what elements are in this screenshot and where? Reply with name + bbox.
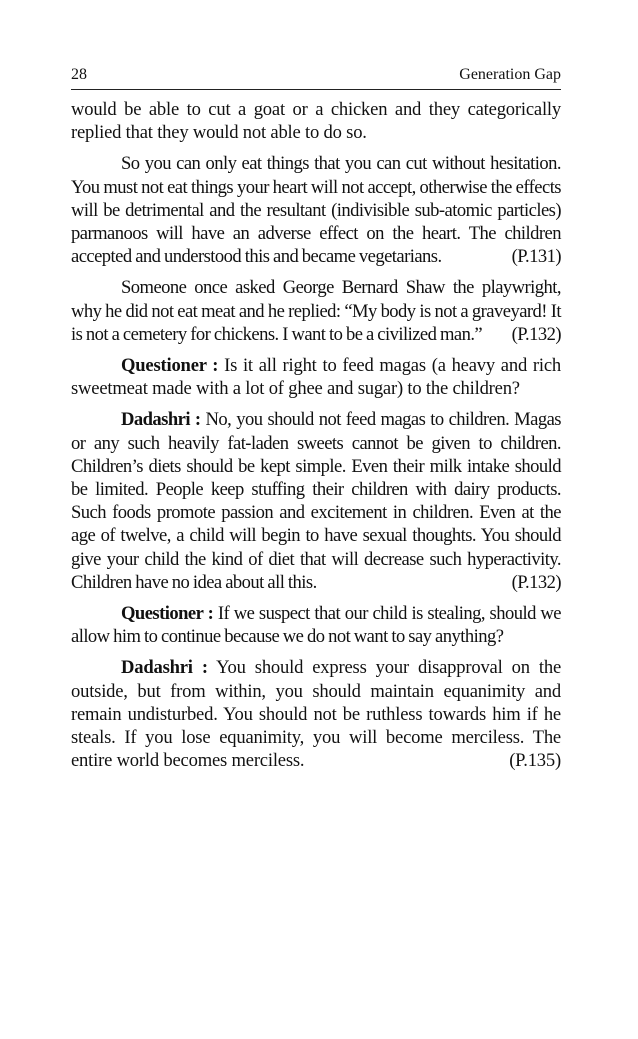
paragraph-dadashri-diet xyxy=(71,408,561,594)
paragraph-text: No, you should not feed magas to children. Magas or any such heavily fat-laden sweets cannot be given to children. Children’s diets should be kept simple. Even their milk intake should be limited. People keep stuffing their children with dairy products. Such foods promote passion and excitement in children. Even at the age of twelve, a child will begin to have sexual thoughts. You should give your child the kind of diet that will decrease such hyperactivity. Children have no idea about all this. xyxy=(71,409,561,593)
paragraph-text: You should express your disapproval on the outside, but from within, you should maintain equanimity and remain undisturbed. You should not be ruthless towards him if he steals. If you lose equanimity, you will become merciless. The entire world becomes merciless. xyxy=(71,657,561,772)
speaker-label: Questioner : xyxy=(121,355,219,377)
speaker-label: Dadashri : xyxy=(121,657,208,679)
page-reference: (P.135) xyxy=(509,750,561,772)
paragraph-text: Someone once asked George Bernard Shaw the playwright, why he did not eat meat and he replied: “My body is not a graveyard! It is not a cemetery for chickens. I want to be a civilized man.” xyxy=(71,277,561,345)
page-header xyxy=(71,64,561,90)
page-reference: (P.131) xyxy=(511,246,561,268)
speaker-label: Dadashri : xyxy=(121,409,201,431)
paragraph-text: So you can only eat things that you can cut without hesitation. You must not eat things your heart will not accept, otherwise the effects will be detrimental and the resultant (indivisible sub-atomic particles) parmanoos will have an adverse effect on the heart. The children accepted and understood this and became vegetarians. xyxy=(71,153,561,268)
paragraph-text: would be able to cut a goat or a chicken and they categorically replied that they would not able to do so. xyxy=(71,99,561,144)
paragraph-shaw-quote xyxy=(71,276,561,346)
paragraph-text: If we suspect that our child is stealing, should we allow him to continue because we do not want to say anything? xyxy=(71,603,562,648)
paragraph-continuation xyxy=(71,98,561,144)
paragraph-dadashri-equanimity xyxy=(71,656,561,772)
paragraph-text: Is it all right to feed magas (a heavy and rich sweetmeat made with a lot of ghee and sugar) to the children? xyxy=(71,355,561,400)
paragraph-questioner-stealing xyxy=(71,602,561,648)
page-number: 28 xyxy=(71,66,87,83)
speaker-label: Questioner : xyxy=(121,603,214,625)
running-title: Generation Gap xyxy=(459,66,561,83)
book-page xyxy=(71,64,561,780)
paragraph-vegetarian xyxy=(71,152,561,268)
page-reference: (P.132) xyxy=(511,323,561,345)
page-reference: (P.132) xyxy=(511,571,561,593)
paragraph-questioner-magas xyxy=(71,354,561,400)
